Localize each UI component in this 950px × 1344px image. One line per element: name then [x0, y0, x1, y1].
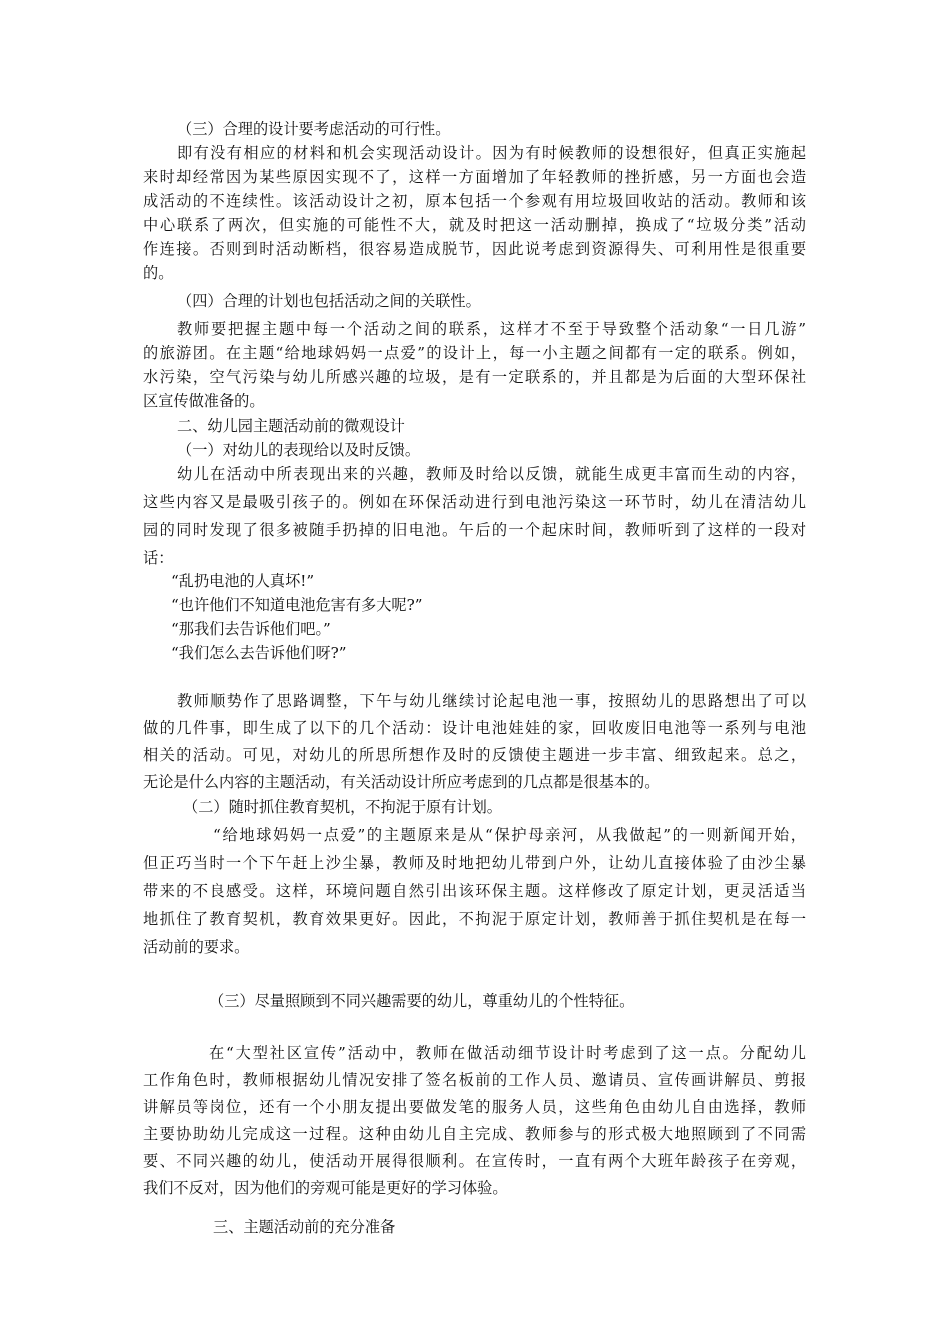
heading-individuality: （三）尽量照顾到不同兴趣需要的幼儿，尊重幼儿的个性特征。 — [209, 992, 635, 1010]
paragraph-line: 幼儿在活动中所表现出来的兴趣，教师及时给以反馈，就能生成更丰富而生动的内容， — [177, 465, 806, 483]
dialogue-line: “那我们去告诉他们吧。” — [171, 620, 331, 638]
paragraph-line: 园的同时发现了很多被随手扔掉的旧电池。午后的一个起床时间，教师听到了这样的一段对 — [143, 521, 806, 539]
paragraph-line: 讲解员等岗位，还有一个小朋友提出要做发笔的服务人员，这些角色由幼儿自由选择，教师 — [143, 1098, 806, 1116]
dialogue-line: “我们怎么去告诉他们呀?” — [171, 644, 347, 662]
heading-feasibility: （三）合理的设计要考虑活动的可行性。 — [177, 120, 451, 138]
paragraph-line: 相关的活动。可见，对幼儿的所思所想作及时的反馈使主题进一步丰富、细致起来。总之， — [143, 746, 806, 764]
paragraph-line: 活动前的要求。 — [143, 938, 250, 956]
paragraph-line: 教师顺势作了思路调整，下午与幼儿继续讨论起电池一事，按照幼儿的思路想出了可以 — [177, 692, 806, 710]
section-heading-2: 二、幼儿园主题活动前的微观设计 — [177, 417, 405, 435]
dialogue-line: “也许他们不知道电池危害有多大呢?” — [171, 596, 423, 614]
paragraph-line: 带来的不良感受。这样，环境问题自然引出该环保主题。这样修改了原定计划，更灵活适当 — [143, 882, 806, 900]
paragraph-line: “给地球妈妈一点爱”的主题原来是从“保护母亲河，从我做起”的一则新闻开始， — [213, 826, 806, 844]
heading-feedback: （一）对幼儿的表现给以及时反馈。 — [177, 441, 420, 459]
dialogue-line: “乱扔电池的人真坏!” — [171, 572, 315, 590]
paragraph-line: 在“大型社区宣传”活动中，教师在做活动细节设计时考虑到了这一点。分配幼儿 — [209, 1044, 806, 1062]
paragraph-line: 无论是什么内容的主题活动，有关活动设计所应考虑到的几点都是很基本的。 — [143, 773, 660, 791]
paragraph-line: 即有没有相应的材料和机会实现活动设计。因为有时候教师的设想很好，但真正实施起 — [177, 144, 806, 162]
paragraph-line: 做的几件事，即生成了以下的几个活动：设计电池娃娃的家，回收废旧电池等一系列与电池 — [143, 719, 806, 737]
paragraph-line: 这些内容又是最吸引孩子的。例如在环保活动进行到电池污染这一环节时，幼儿在清洁幼儿 — [143, 493, 806, 511]
section-heading-3: 三、主题活动前的充分准备 — [213, 1218, 396, 1236]
paragraph-line: 来时却经常因为某些原因实现不了，这样一方面增加了年轻教师的挫折感，另一方面也会造 — [143, 168, 806, 186]
paragraph-line: 中心联系了两次，但实施的可能性不大，就及时把这一活动删掉，换成了“垃圾分类”活动 — [143, 216, 806, 234]
paragraph-line: 工作角色时，教师根据幼儿情况安排了签名板前的工作人员、邀请员、宣传画讲解员、剪报 — [143, 1071, 806, 1089]
paragraph-line: 话： — [143, 549, 174, 567]
paragraph-line: 的。 — [143, 264, 174, 282]
paragraph-line: 区宣传做准备的。 — [143, 392, 265, 410]
paragraph-line: 要、不同兴趣的幼儿，使活动开展得很顺利。在宣传时，一直有两个大班年龄孩子在旁观， — [143, 1152, 806, 1170]
paragraph-line: 的旅游团。在主题“给地球妈妈一点爱”的设计上，每一小主题之间都有一定的联系。例如， — [143, 344, 806, 362]
paragraph-line: 主要协助幼儿完成这一过程。这种由幼儿自主完成、教师参与的形式极大地照顾到了不同需 — [143, 1125, 806, 1143]
paragraph-line: 地抓住了教育契机，教育效果更好。因此，不拘泥于原定计划，教师善于抓住契机是在每一 — [143, 910, 806, 928]
paragraph-line: 成活动的不连续性。该活动设计之初，原本包括一个参观有用垃圾回收站的活动。教师和该 — [143, 192, 806, 210]
paragraph-line: 作连接。否则到时活动断档，很容易造成脱节，因此说考虑到资源得失、可利用性是很重要 — [143, 240, 806, 258]
paragraph-line: 教师要把握主题中每一个活动之间的联系，这样才不至于导致整个活动象“一日几游” — [177, 320, 806, 338]
paragraph-line: 我们不反对，因为他们的旁观可能是更好的学习体验。 — [143, 1179, 508, 1197]
heading-relevance: （四）合理的计划也包括活动之间的关联性。 — [177, 292, 481, 310]
heading-opportunity: （二）随时抓住教育契机，不拘泥于原有计划。 — [183, 798, 502, 816]
paragraph-line: 水污染，空气污染与幼儿所感兴趣的垃圾，是有一定联系的，并且都是为后面的大型环保社 — [143, 368, 806, 386]
paragraph-line: 但正巧当时一个下午赶上沙尘暴，教师及时地把幼儿带到户外，让幼儿直接体验了由沙尘暴 — [143, 854, 806, 872]
